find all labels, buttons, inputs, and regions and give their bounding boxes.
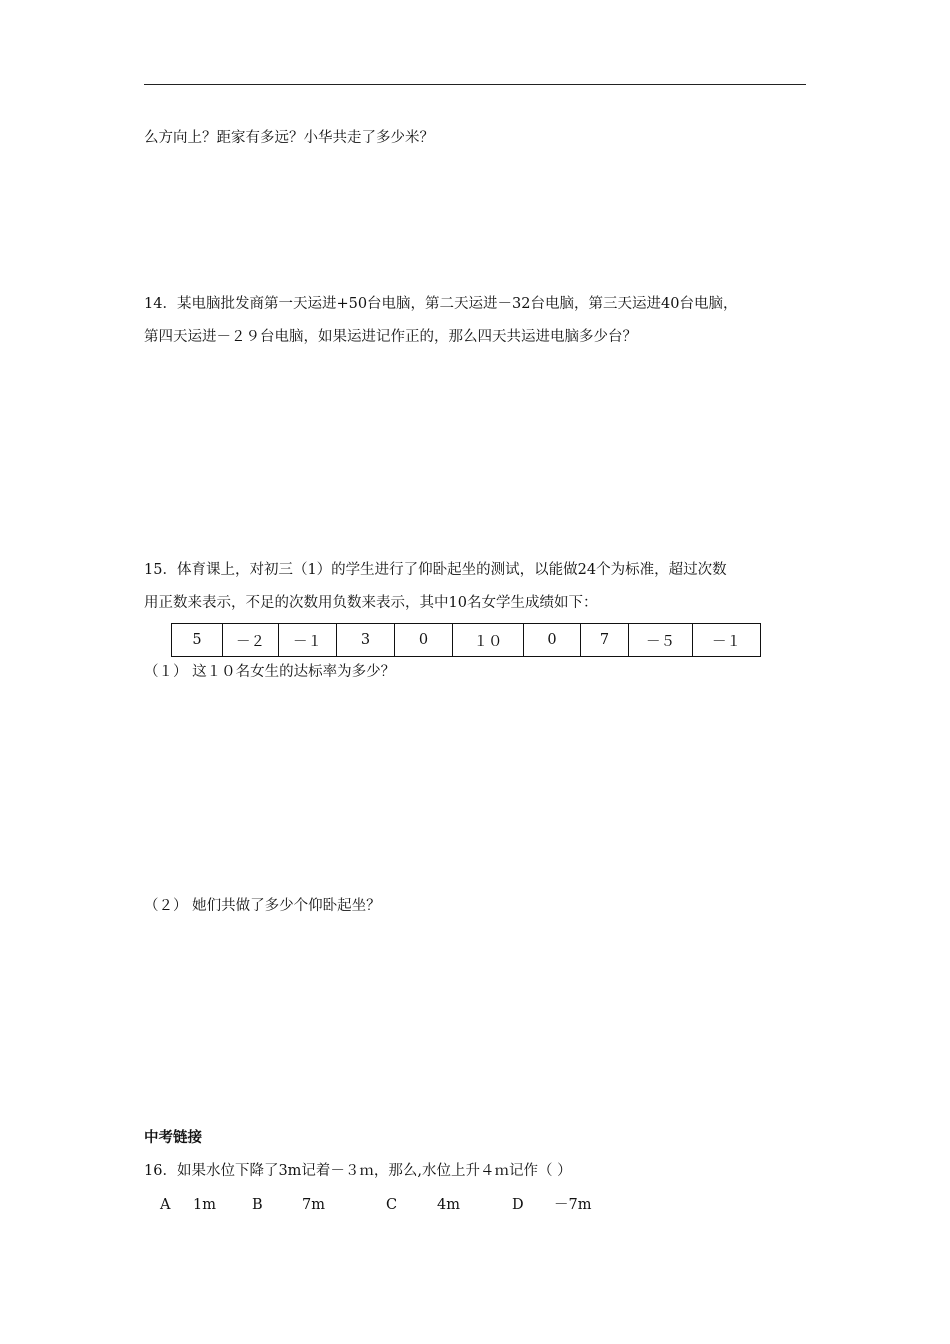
score-cell: 0 [524, 624, 581, 657]
score-cell: 3 [337, 624, 395, 657]
header-rule [144, 84, 806, 85]
option-c-value: 4m [437, 1197, 460, 1213]
question-15-sub-2: （２） 她们共做了多少个仰卧起坐？ [144, 898, 381, 914]
option-d-value: －7m [554, 1197, 592, 1213]
score-cell: －１ [279, 624, 337, 657]
question-15-line-1: 15．体育课上，对初三（1）的学生进行了仰卧起坐的测试，以能做24个为标准，超过次数 [144, 562, 727, 578]
option-b-letter: B [252, 1197, 263, 1213]
score-cell: 7 [581, 624, 629, 657]
question-14-line-1: 14．某电脑批发商第一天运进+50台电脑，第二天运进－32台电脑，第三天运进40台电脑， [144, 296, 738, 312]
option-b-value: 7m [302, 1197, 325, 1213]
option-d-letter: D [512, 1197, 524, 1213]
score-cell: 0 [395, 624, 453, 657]
option-a-value: 1m [193, 1197, 216, 1213]
question-15-line-2: 用正数来表示，不足的次数用负数来表示，其中10名女学生成绩如下： [144, 595, 598, 611]
score-cell: －５ [629, 624, 693, 657]
scores-row [172, 624, 761, 657]
scores-table [171, 623, 761, 657]
question-16-stem: 16．如果水位下降了3m记着－３ｍ，那么,水位上升４ｍ记作（ ） [144, 1163, 572, 1179]
option-c-letter: C [386, 1197, 398, 1213]
question-14-line-2: 第四天运进－２９台电脑，如果运进记作正的，那么四天共运进电脑多少台？ [144, 329, 637, 345]
question-15-sub-1: （１） 这１０名女生的达标率为多少？ [144, 664, 396, 680]
score-cell: 5 [172, 624, 223, 657]
section-title: 中考链接 [144, 1130, 202, 1146]
score-cell: －１ [693, 624, 761, 657]
score-cell: －２ [223, 624, 279, 657]
score-cell: １０ [453, 624, 524, 657]
option-a-letter: A [160, 1197, 171, 1213]
question-13-continuation: 么方向上？距家有多远？小华共走了多少米？ [144, 130, 434, 146]
